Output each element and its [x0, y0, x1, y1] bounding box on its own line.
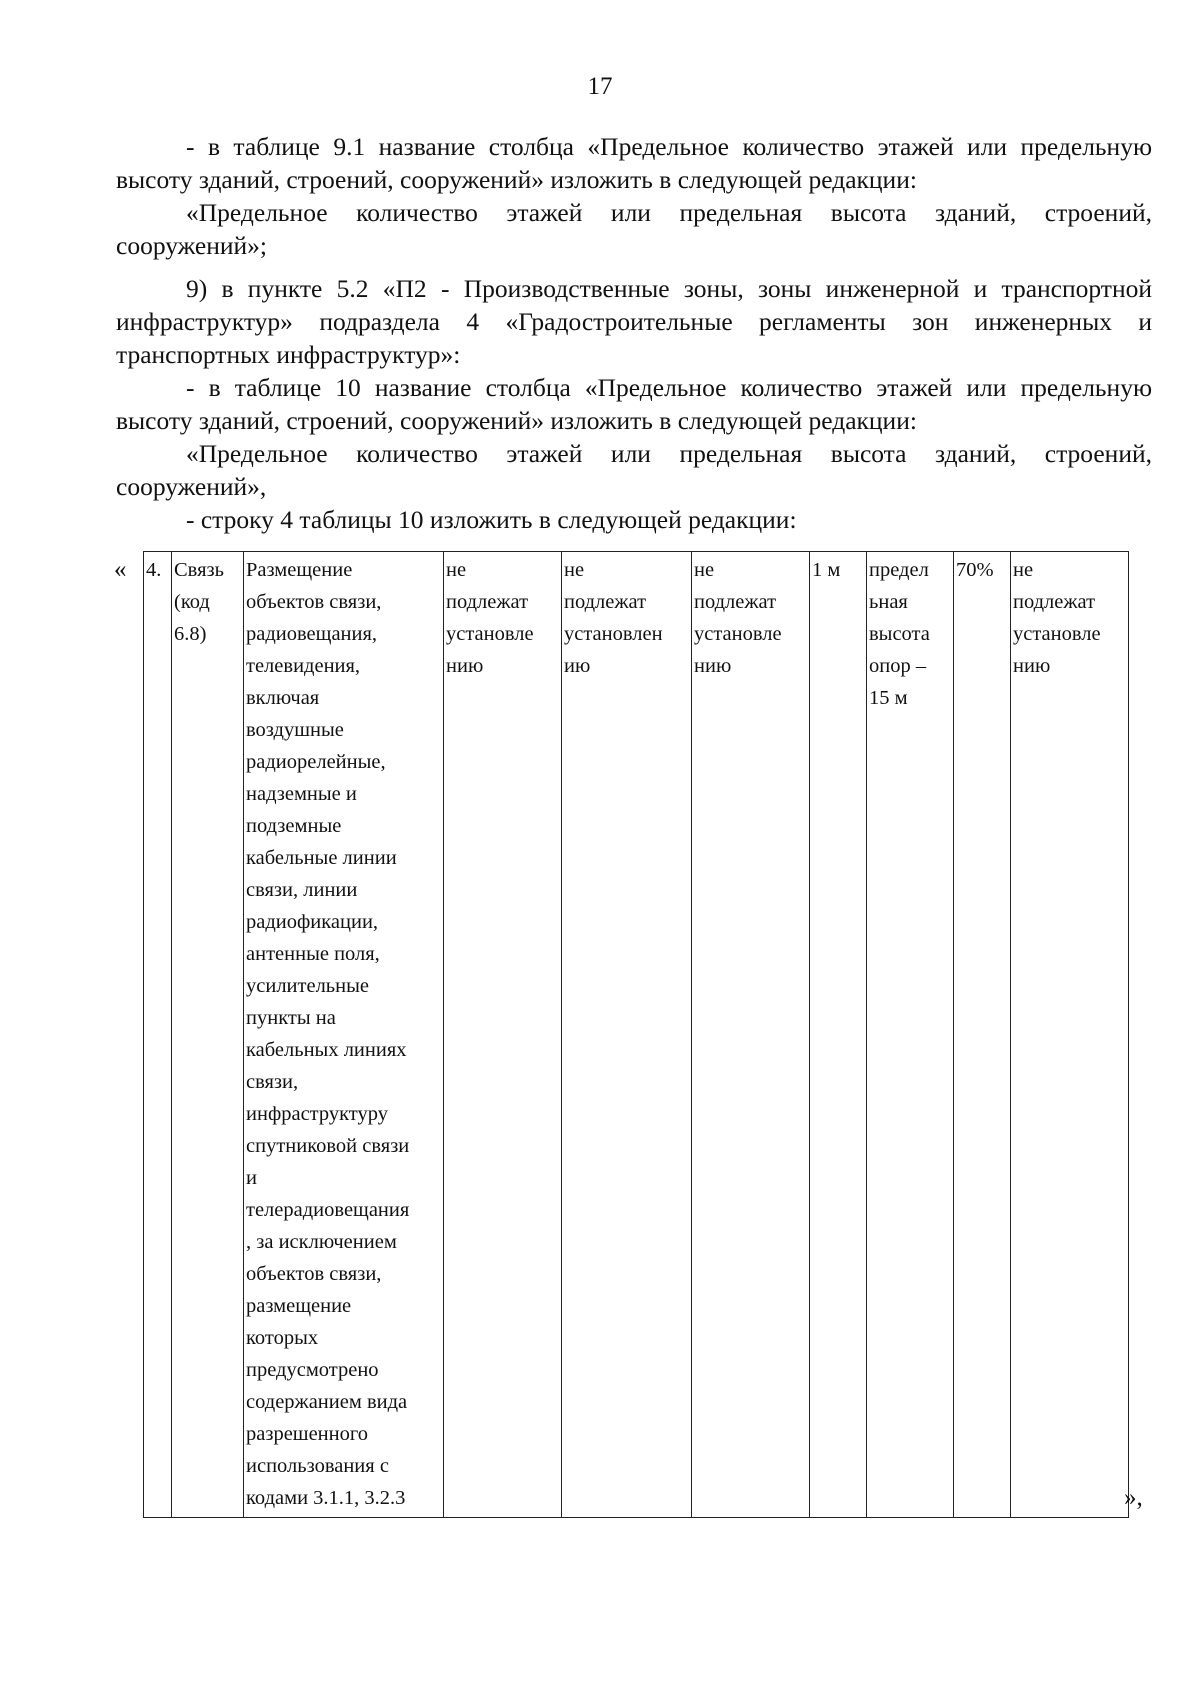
cell-text-line: разрешенного — [246, 1423, 369, 1445]
cell-height — [867, 552, 954, 1518]
cell-text-line: не — [564, 559, 585, 581]
cell-name: Связь (код 6.8) — [172, 552, 244, 1518]
cell-text-line: кабельные линии — [246, 847, 397, 869]
cell-text-line: содержанием вида — [246, 1391, 408, 1413]
cell-text-line: подлежат — [1013, 591, 1096, 613]
cell-text-line: объектов связи, — [246, 1263, 382, 1285]
cell-text-line: телерадиовещания — [246, 1199, 410, 1221]
opening-quote: « — [114, 556, 127, 583]
cell-text-line: размещение — [246, 1295, 352, 1317]
cell-text-line: предусмотрено — [246, 1359, 379, 1381]
cell-text-line: нию — [446, 655, 484, 677]
cell-coverage: 70% — [954, 552, 1011, 1518]
closing-quote: », — [1124, 1484, 1143, 1511]
cell-text-line: установлен — [564, 623, 663, 645]
cell-text-line: опор – — [869, 655, 927, 677]
cell-not-set-c — [692, 552, 810, 1518]
cell-text-line: радиорелейные, — [246, 751, 386, 773]
cell-text-line: и — [246, 1167, 257, 1189]
cell-text-line: кодами 3.1.1, 3.2.3 — [246, 1487, 406, 1509]
cell-text-line: ию — [564, 655, 591, 677]
cell-text-line: подлежат — [446, 591, 529, 613]
cell-text-line: установле — [1013, 623, 1101, 645]
cell-text-line: радиовещания, — [246, 623, 378, 645]
cell-text-line: нию — [1013, 655, 1051, 677]
cell-text-line: не — [446, 559, 467, 581]
cell-text-line: ьная — [869, 591, 908, 613]
cell-text-line: инфраструктуру — [246, 1103, 388, 1125]
cell-text-line: усилительные — [246, 975, 369, 997]
cell-text-line: установле — [446, 623, 534, 645]
cell-text-line: , за исключением — [246, 1231, 397, 1253]
cell-text-line: не — [694, 559, 715, 581]
cell-text-line: воздушные — [246, 719, 344, 741]
cell-text-line: связи, линии — [246, 879, 358, 901]
cell-text-line: нию — [694, 655, 732, 677]
cell-text-line: связи, — [246, 1071, 299, 1093]
cell-setback: 1 м — [810, 552, 867, 1518]
paragraph: 9) в пункте 5.2 «П2 - Производственные зоны, зоны инженерной и транспортной инфраструктур» подраздела 4 «Градостроительные регламенты зон инженерных и транспортных инфраструктур»: — [116, 274, 1152, 369]
page-number: 17 — [587, 73, 613, 100]
cell-text-line: которых — [246, 1327, 319, 1349]
cell-text-line: подлежат — [694, 591, 777, 613]
cell-text-line: подлежат — [564, 591, 647, 613]
cell-text-line: включая — [246, 687, 320, 709]
cell-text-line: не — [1013, 559, 1034, 581]
cell-text-line: высота — [869, 623, 930, 645]
paragraph: «Предельное количество этажей или предельная высота зданий, строений, сооружений», — [116, 439, 1152, 501]
paragraph: - в таблице 10 название столбца «Предельное количество этажей или предельную высоту зданий, строений, сооружений» изложить в следующей редакции: — [116, 373, 1152, 435]
cell-not-set-b — [562, 552, 692, 1518]
cell-text-line: предел — [869, 559, 929, 581]
cell-text-line: радиофикации, — [246, 911, 379, 933]
cell-not-set-d — [1011, 552, 1129, 1518]
cell-text-line: использования с — [246, 1455, 389, 1477]
paragraph: - в таблице 9.1 название столбца «Предельное количество этажей или предельную высоту зданий, строений, сооружений» изложить в следующей редакции: — [116, 132, 1152, 194]
regulation-table — [143, 551, 1129, 1518]
cell-text-line: спутниковой связи — [246, 1135, 410, 1157]
body-text — [116, 130, 1152, 536]
cell-text-line: кабельных линиях — [246, 1039, 407, 1061]
cell-text-line: телевидения, — [246, 655, 361, 677]
cell-text-line: пункты на — [246, 1007, 336, 1029]
cell-not-set-a — [444, 552, 562, 1518]
cell-text-line: 15 м — [869, 687, 908, 709]
cell-description — [244, 552, 444, 1518]
cell-text-line: объектов связи, — [246, 591, 382, 613]
paragraph: «Предельное количество этажей или предельная высота зданий, строений, сооружений»; — [116, 198, 1152, 260]
cell-text-line: подземные — [246, 815, 342, 837]
cell-text-line: установле — [694, 623, 782, 645]
cell-text-line: антенные поля, — [246, 943, 380, 965]
cell-number: 4. — [144, 552, 172, 1518]
cell-text-line: надземные и — [246, 783, 357, 805]
paragraph: - строку 4 таблицы 10 изложить в следующей редакции: — [186, 505, 797, 534]
table-row — [144, 552, 1129, 1518]
cell-text-line: Размещение — [246, 559, 353, 581]
